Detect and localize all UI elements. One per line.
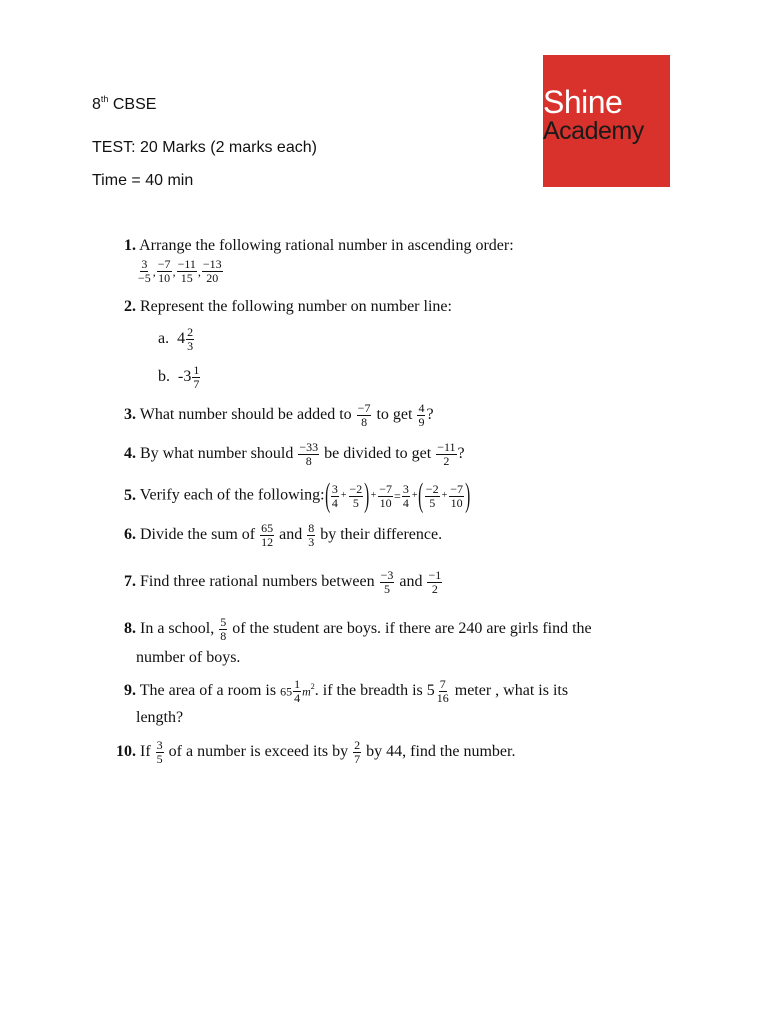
fraction: $\frac{1}{7}$ <box>193 363 200 391</box>
fraction: $\frac{3}{5}$ <box>156 738 163 766</box>
question-8-continuation: number of boys. <box>136 649 241 666</box>
logo-line-shine: Shine <box>543 84 623 120</box>
fraction: $\frac{3}{4}$ <box>331 481 338 510</box>
fraction: $\frac{-11}{2}$ <box>437 440 456 468</box>
fraction: $\frac{1}{4}$ <box>294 676 301 705</box>
question-number: 1. <box>124 237 136 254</box>
fraction: $\frac{-1}{2}$ <box>428 568 442 596</box>
fraction: $\frac{-7}{10}$ <box>450 481 463 510</box>
fraction: $\frac{3}{-5}$ <box>138 257 151 285</box>
question-number: 3. <box>124 406 136 424</box>
question-number: 8. <box>124 620 136 638</box>
fraction: $\frac{65}{12}$ <box>261 521 274 549</box>
question-2-part-b: b. -3 $\frac{1}{7}$ <box>158 363 200 391</box>
fraction: $\frac{2}{7}$ <box>354 738 361 766</box>
logo-line-academy: Academy <box>543 117 644 145</box>
question-3: 3. What number should be added to $\frac{-7}{8}$ to get $\frac{4}{9}$ ? <box>112 402 434 429</box>
question-6: 6. Divide the sum of $\frac{65}{12}$ and $\frac{8}{3}$ by their difference. <box>112 522 442 549</box>
fraction: $\frac{7}{16}$ <box>436 676 449 705</box>
question-2 <box>112 297 452 317</box>
question-number: 5. <box>124 486 136 504</box>
question-number: 4. <box>124 445 136 463</box>
question-2-part-a: a. 4 $\frac{2}{3}$ <box>158 325 194 353</box>
fraction: $\frac{-2}{5}$ <box>425 481 439 510</box>
question-number: 10. <box>116 743 136 761</box>
shine-academy-logo <box>543 55 670 187</box>
question-number: 7. <box>124 573 136 591</box>
fraction: $\frac{-2}{5}$ <box>349 481 363 510</box>
fraction: $\frac{-3}{5}$ <box>380 568 394 596</box>
question-1-fractions: $\frac{3}{-5}$ , $\frac{-7}{10}$ , $\frac{-11}{15}$ , $\frac{-13}{20}$ <box>138 257 222 285</box>
fraction: $\frac{-7}{8}$ <box>357 401 371 429</box>
fraction: $\frac{3}{4}$ <box>402 481 409 510</box>
question-10: 10. If $\frac{3}{5}$ of a number is exceed its by $\frac{2}{7}$ by 44, find the number. <box>112 739 515 766</box>
question-number: 9. <box>124 682 136 699</box>
fraction: $\frac{-11}{15}$ <box>177 257 196 285</box>
question-1 <box>112 236 514 256</box>
question-number: 6. <box>124 526 136 544</box>
question-8: 8. In a school, $\frac{5}{8}$ of the student are boys. if there are 240 are girls find the <box>112 616 592 643</box>
fraction: $\frac{2}{3}$ <box>187 325 194 353</box>
question-text: Represent the following number on number line: <box>140 298 452 315</box>
question-9-continuation: length? <box>136 709 184 726</box>
fraction: $\frac{4}{9}$ <box>418 401 425 429</box>
fraction: $\frac{-13}{20}$ <box>202 257 222 285</box>
test-time-line: Time = 40 min <box>92 172 194 189</box>
grade-heading: 8th CBSE <box>92 94 157 113</box>
fraction: $\frac{-7}{10}$ <box>157 257 171 285</box>
question-7: 7. Find three rational numbers between $\frac{-3}{5}$ and $\frac{-1}{2}$ <box>112 569 443 596</box>
question-5: 5. Verify each of the following:( $\frac{3}{4}$ + $\frac{-2}{5}$ )+ $\frac{-7}{10}$ = $\frac{3}{4}$ +( $\frac{-2}{5}$ + $\frac{-7}{10}$ ) <box>112 481 470 511</box>
question-9: 9. The area of a room is 65 $\frac{1}{4}$ $m^2$. if the breadth is 5 $\frac{7}{16}$ meter , what is its <box>112 677 568 705</box>
fraction: $\frac{5}{8}$ <box>220 615 227 643</box>
question-4: 4. By what number should $\frac{-33}{8}$ be divided to get $\frac{-11}{2}$ ? <box>112 441 465 468</box>
test-marks-line: TEST: 20 Marks (2 marks each) <box>92 139 317 156</box>
fraction: $\frac{-7}{10}$ <box>379 481 393 510</box>
question-number: 2. <box>124 298 136 315</box>
fraction: $\frac{8}{3}$ <box>308 521 315 549</box>
question-text: Arrange the following rational number in ascending order: <box>139 237 514 254</box>
fraction: $\frac{-33}{8}$ <box>299 440 319 468</box>
